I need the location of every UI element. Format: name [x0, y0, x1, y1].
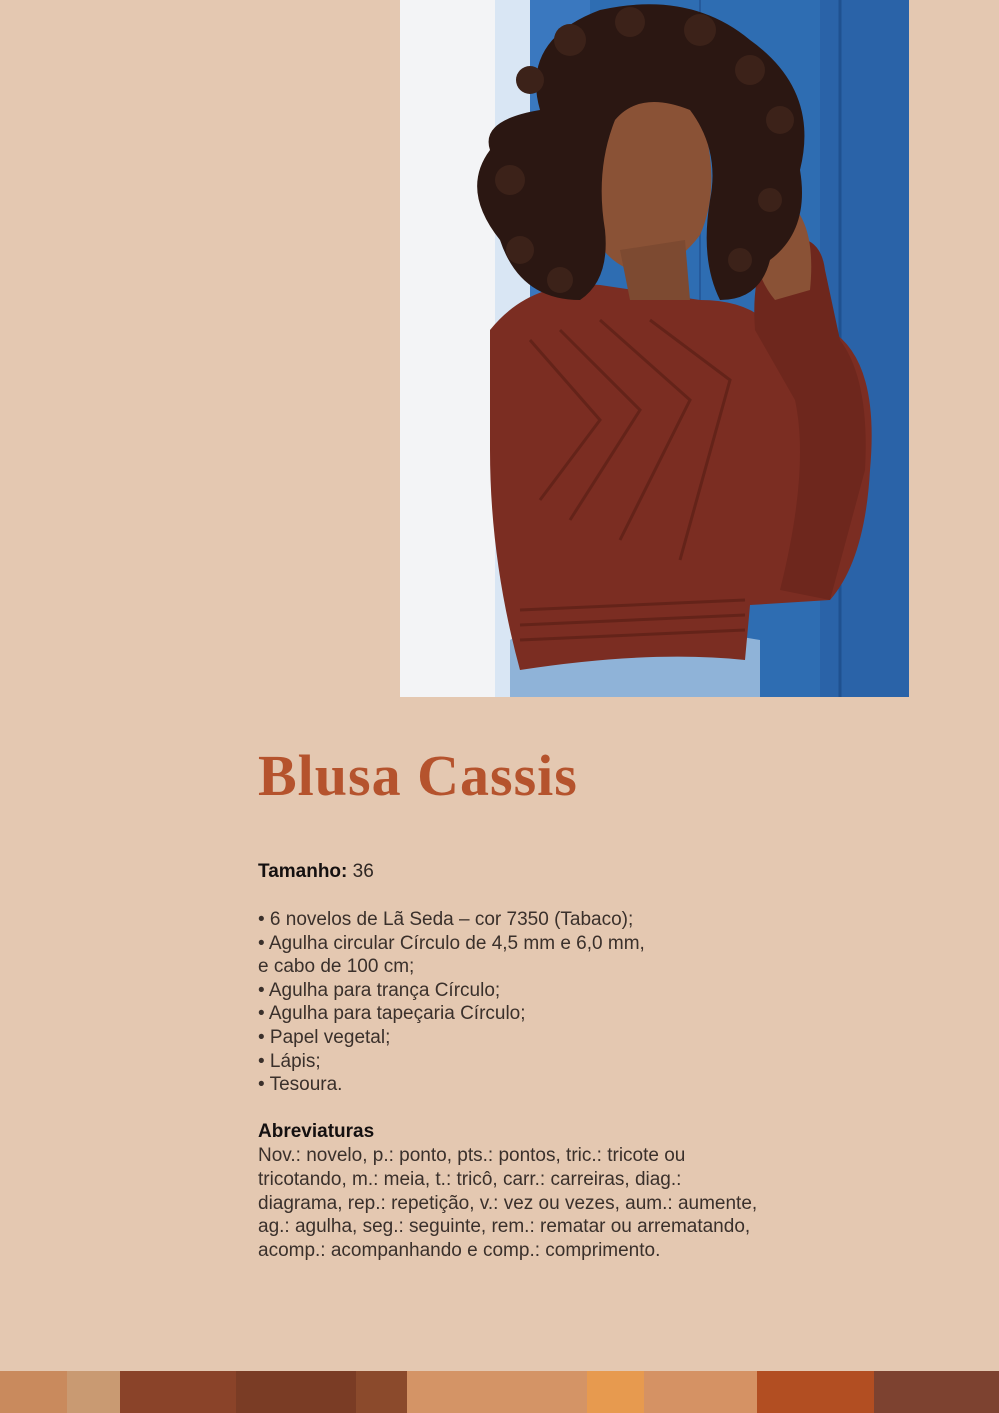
palette-swatch: [236, 1371, 356, 1413]
color-palette-strip: [0, 1371, 999, 1413]
material-item: • Tesoura.: [258, 1074, 343, 1096]
palette-swatch: [356, 1371, 407, 1413]
palette-swatch: [120, 1371, 236, 1413]
model-photo: [400, 0, 909, 697]
size-value: 36: [352, 861, 374, 882]
material-item: • 6 novelos de Lã Seda – cor 7350 (Tabaco);: [258, 909, 634, 930]
palette-swatch: [67, 1371, 120, 1413]
material-item: • Agulha circular Círculo de 4,5 mm e 6,0 mm, e cabo de 100 cm;: [258, 932, 645, 978]
material-item: • Lápis;: [258, 1050, 321, 1072]
palette-swatch: [874, 1371, 999, 1413]
size-label: Tamanho:: [258, 861, 348, 882]
abbreviations-text: Nov.: novelo, p.: ponto, pts.: pontos, tric.: tricote ou tricotando, m.: meia, t.: tricô, carr.: carreiras, diag.: diagrama, rep.: repetição, v.: vez ou vezes, aum.: aumente, ag.: agulha, seg.: seguinte, rem.: rematar ou arrematando, acomp.: acompanhando e comp.: comprimento.: [258, 1145, 758, 1262]
materials-list: [258, 908, 778, 1097]
material-item: • Agulha para trança Círculo;: [258, 979, 501, 1001]
pattern-title: Blusa Cassis: [258, 743, 578, 808]
palette-swatch: [587, 1371, 644, 1413]
material-item: • Papel vegetal;: [258, 1026, 391, 1048]
abbreviations-heading: Abreviaturas: [258, 1121, 375, 1142]
palette-swatch: [757, 1371, 874, 1413]
size-line: [258, 861, 374, 883]
palette-swatch: [407, 1371, 587, 1413]
palette-swatch: [644, 1371, 757, 1413]
palette-swatch: [0, 1371, 67, 1413]
material-item: • Agulha para tapeçaria Círculo;: [258, 1003, 526, 1025]
